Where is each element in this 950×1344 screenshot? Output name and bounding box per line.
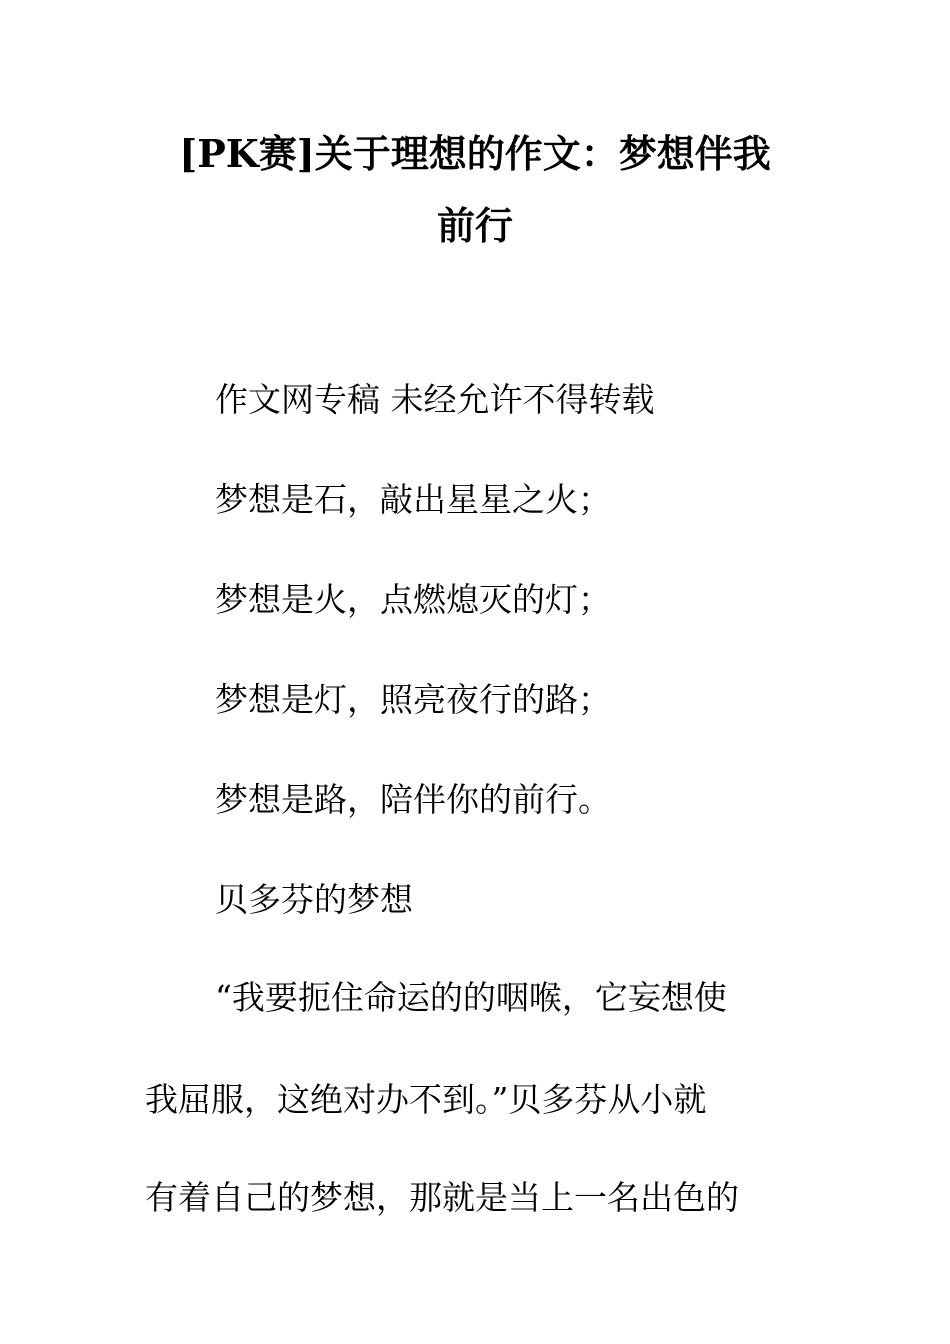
- section-heading: 贝多芬的梦想: [215, 880, 413, 919]
- paragraph-copyright: 作文网专稿 未经允许不得转载: [215, 380, 655, 419]
- paragraph-line: 梦想是石，敲出星星之火；: [215, 480, 611, 519]
- paragraph-line: 梦想是路，陪伴你的前行。: [215, 780, 611, 819]
- body-text-line: 我屈服，这绝对办不到。”贝多芬从小就: [145, 1080, 707, 1119]
- document-title: [140, 118, 810, 262]
- title-line-1: [PK赛]关于理想的作文：梦想伴我: [179, 131, 771, 176]
- paragraph-line: 梦想是火，点燃熄灭的灯；: [215, 580, 611, 619]
- paragraph-line: 梦想是灯，照亮夜行的路；: [215, 680, 611, 719]
- body-text-line: 有着自己的梦想，那就是当上一名出色的: [145, 1178, 739, 1217]
- title-line-2: 前行: [436, 203, 513, 248]
- body-text-line: “我要扼住命运的的咽喉，它妄想使: [215, 978, 727, 1017]
